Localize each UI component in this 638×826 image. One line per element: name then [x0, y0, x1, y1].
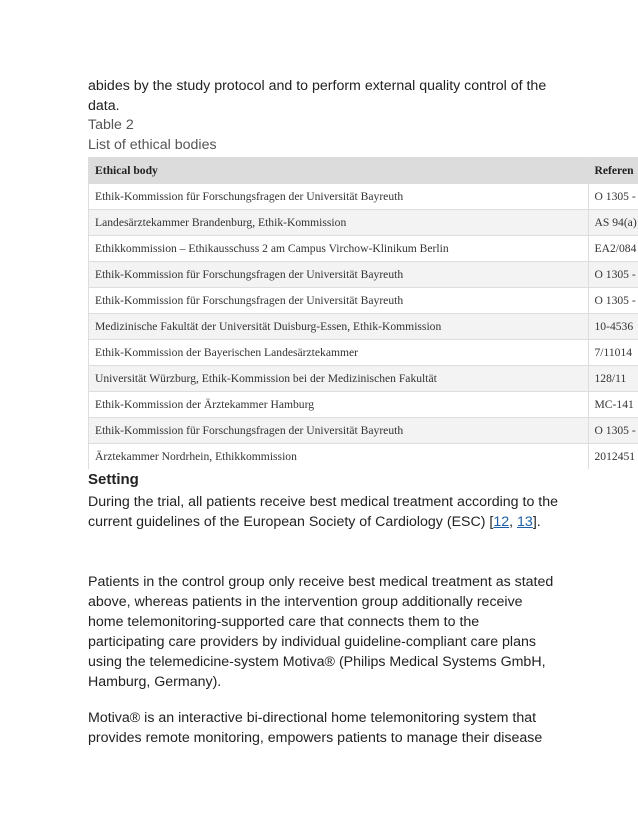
table-row: [89, 366, 638, 392]
ethical-bodies-table: [89, 157, 638, 469]
cell-ethical-body: Landesärztekammer Brandenburg, Ethik-Kommission: [89, 210, 588, 236]
cell-reference: O 1305 -: [588, 262, 638, 288]
table-row: [89, 184, 638, 210]
setting-paragraph-1-end: ].: [532, 514, 541, 530]
section-heading-setting: Setting: [88, 471, 139, 488]
table-header-row: [89, 157, 638, 184]
reference-link-13[interactable]: 13: [517, 514, 533, 530]
cell-reference: 128/11: [588, 366, 638, 392]
cell-reference: O 1305 -: [588, 418, 638, 444]
cell-reference: O 1305 -: [588, 288, 638, 314]
cell-reference: 10-4536: [588, 314, 638, 340]
table-row: [89, 444, 638, 470]
cell-reference: AS 94(a): [588, 210, 638, 236]
cell-ethical-body: Medizinische Fakultät der Universität Duisburg-Essen, Ethik-Kommission: [89, 314, 588, 340]
table-row: [89, 288, 638, 314]
cell-ethical-body: Universität Würzburg, Ethik-Kommission bei der Medizinischen Fakultät: [89, 366, 588, 392]
cell-ethical-body: Ethik-Kommission für Forschungsfragen der Universität Bayreuth: [89, 262, 588, 288]
ethical-bodies-table-container[interactable]: [88, 157, 638, 469]
reference-link-12[interactable]: 12: [493, 514, 510, 530]
cell-reference: O 1305 -: [588, 184, 638, 210]
table-row: [89, 418, 638, 444]
setting-paragraph-1: [88, 492, 558, 532]
cell-ethical-body: Ethik-Kommission für Forschungsfragen der Universität Bayreuth: [89, 288, 588, 314]
cell-ethical-body: Ethikkommission – Ethikausschuss 2 am Campus Virchow-Klinikum Berlin: [89, 236, 588, 262]
header-ethical-body: Ethical body: [89, 157, 588, 184]
cell-reference: EA2/084: [588, 236, 638, 262]
cell-ethical-body: Ethik-Kommission der Ärztekammer Hamburg: [89, 392, 588, 418]
setting-paragraph-1-text: During the trial, all patients receive best medical treatment according to the current guidelines of the European Society of Cardiology (ESC) [: [88, 494, 559, 530]
table-row: [89, 340, 638, 366]
table-title: List of ethical bodies: [88, 137, 217, 153]
table-label: Table 2: [88, 117, 134, 133]
cell-reference: 7/11014: [588, 340, 638, 366]
setting-paragraph-3: Motiva® is an interactive bi-directional home telemonitoring system that provides remote monitoring, empowers patients to manage their disease: [88, 710, 543, 746]
cell-reference: MC-141: [588, 392, 638, 418]
cell-reference: 2012451: [588, 444, 638, 470]
setting-paragraph-2: Patients in the control group only receive best medical treatment as stated above, whereas patients in the intervention group additionally receive home telemonitoring-supported care that connects them to the participating care providers by individual guideline-compliant care plans using the telemedicine-system Motiva® (Philips Medical Systems GmbH, Hamburg, Germany).: [88, 574, 554, 690]
table-row: [89, 210, 638, 236]
table-row: [89, 392, 638, 418]
reference-separator: ,: [509, 514, 518, 530]
cell-ethical-body: Ethik-Kommission der Bayerischen Landesärztekammer: [89, 340, 588, 366]
cell-ethical-body: Ethik-Kommission für Forschungsfragen der Universität Bayreuth: [89, 184, 588, 210]
table-row: [89, 314, 638, 340]
table-row: [89, 236, 638, 262]
header-reference: Referen: [588, 157, 638, 184]
table-row: [89, 262, 638, 288]
intro-paragraph: abides by the study protocol and to perform external quality control of the data.: [88, 78, 547, 114]
cell-ethical-body: Ärztekammer Nordrhein, Ethikkommission: [89, 444, 588, 470]
cell-ethical-body: Ethik-Kommission für Forschungsfragen der Universität Bayreuth: [89, 418, 588, 444]
